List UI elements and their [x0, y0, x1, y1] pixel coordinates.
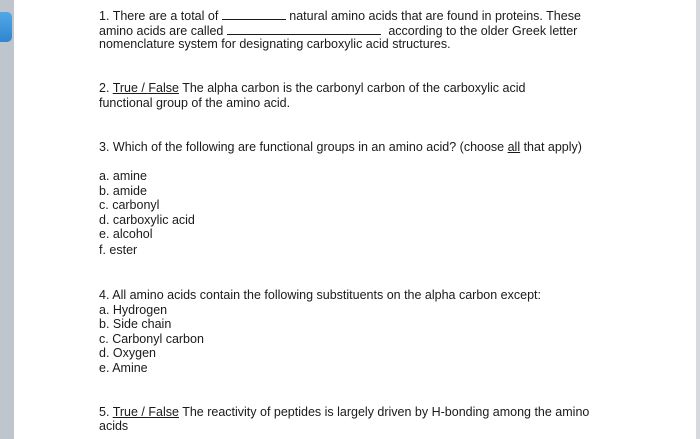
question-2-statement: The alpha carbon is the carbonyl carbon of the carboxylic acid: [182, 81, 526, 95]
question-5-number: 5.: [99, 404, 110, 419]
question-4-option[interactable]: a. Hydrogen: [99, 302, 168, 317]
question-5-line-1: [99, 405, 589, 420]
question-1-text-b: natural amino acids that are found in proteins. These: [289, 9, 581, 23]
question-1-line-3: nomenclature system for designating carboxylic acid structures.: [99, 37, 451, 51]
question-4-option[interactable]: c. Carbonyl carbon: [99, 331, 204, 346]
question-3-stem-emphasis: all: [507, 140, 521, 154]
question-4-number: 4.: [99, 288, 110, 302]
question-3-option[interactable]: d. carboxylic acid: [99, 212, 195, 227]
question-3-stem: [99, 140, 582, 155]
question-2-false-option[interactable]: False: [148, 81, 179, 95]
question-3-option[interactable]: a. amine: [99, 169, 147, 183]
right-page-edge: [696, 0, 700, 439]
sidebar-tab-handle[interactable]: [0, 12, 12, 42]
question-1-blank-count[interactable]: [222, 8, 286, 20]
question-1-text-a: There are a total of: [112, 9, 219, 23]
question-2-line-1: [99, 81, 525, 96]
question-2-separator: /: [137, 81, 149, 95]
question-4-stem: [99, 288, 541, 303]
question-2-line-2: functional group of the amino acid.: [99, 95, 291, 110]
question-3-option[interactable]: e. alcohol: [99, 227, 153, 241]
question-5-statement: The reactivity of peptides is largely driven by H-bonding among the amino: [182, 404, 590, 419]
document-page: [14, 0, 696, 439]
question-1-text-d: according to the older Greek letter: [388, 23, 578, 38]
question-1-line-2: [99, 23, 577, 39]
question-2-true-option[interactable]: True: [112, 81, 138, 95]
question-5-line-2: acids: [99, 419, 129, 433]
question-3-option[interactable]: c. carbonyl: [99, 198, 160, 212]
question-5-separator: /: [137, 404, 149, 419]
question-4-stem-text: All amino acids contain the following substituents on the alpha carbon except:: [112, 288, 541, 302]
question-3-option[interactable]: b. amide: [99, 183, 147, 198]
question-4-option[interactable]: d. Oxygen: [99, 346, 156, 360]
question-1-blank-name[interactable]: [227, 23, 381, 35]
question-5-true-option[interactable]: True: [112, 404, 138, 419]
question-2-number: 2.: [99, 81, 110, 95]
question-4-option[interactable]: e. Amine: [99, 360, 148, 375]
question-4-option[interactable]: b. Side chain: [99, 317, 172, 331]
question-5-false-option[interactable]: False: [148, 404, 179, 419]
question-1-number: 1.: [99, 9, 110, 23]
question-1-text-c: amino acids are called: [99, 23, 224, 38]
question-3-stem-end: that apply): [520, 140, 582, 154]
question-3-number: 3.: [99, 140, 110, 154]
question-3-option[interactable]: f. ester: [99, 243, 138, 257]
question-1-line-1: [99, 8, 581, 24]
left-sidebar-strip: [0, 0, 14, 439]
question-3-stem-start: Which of the following are functional groups in an amino acid? (choose: [112, 140, 508, 154]
